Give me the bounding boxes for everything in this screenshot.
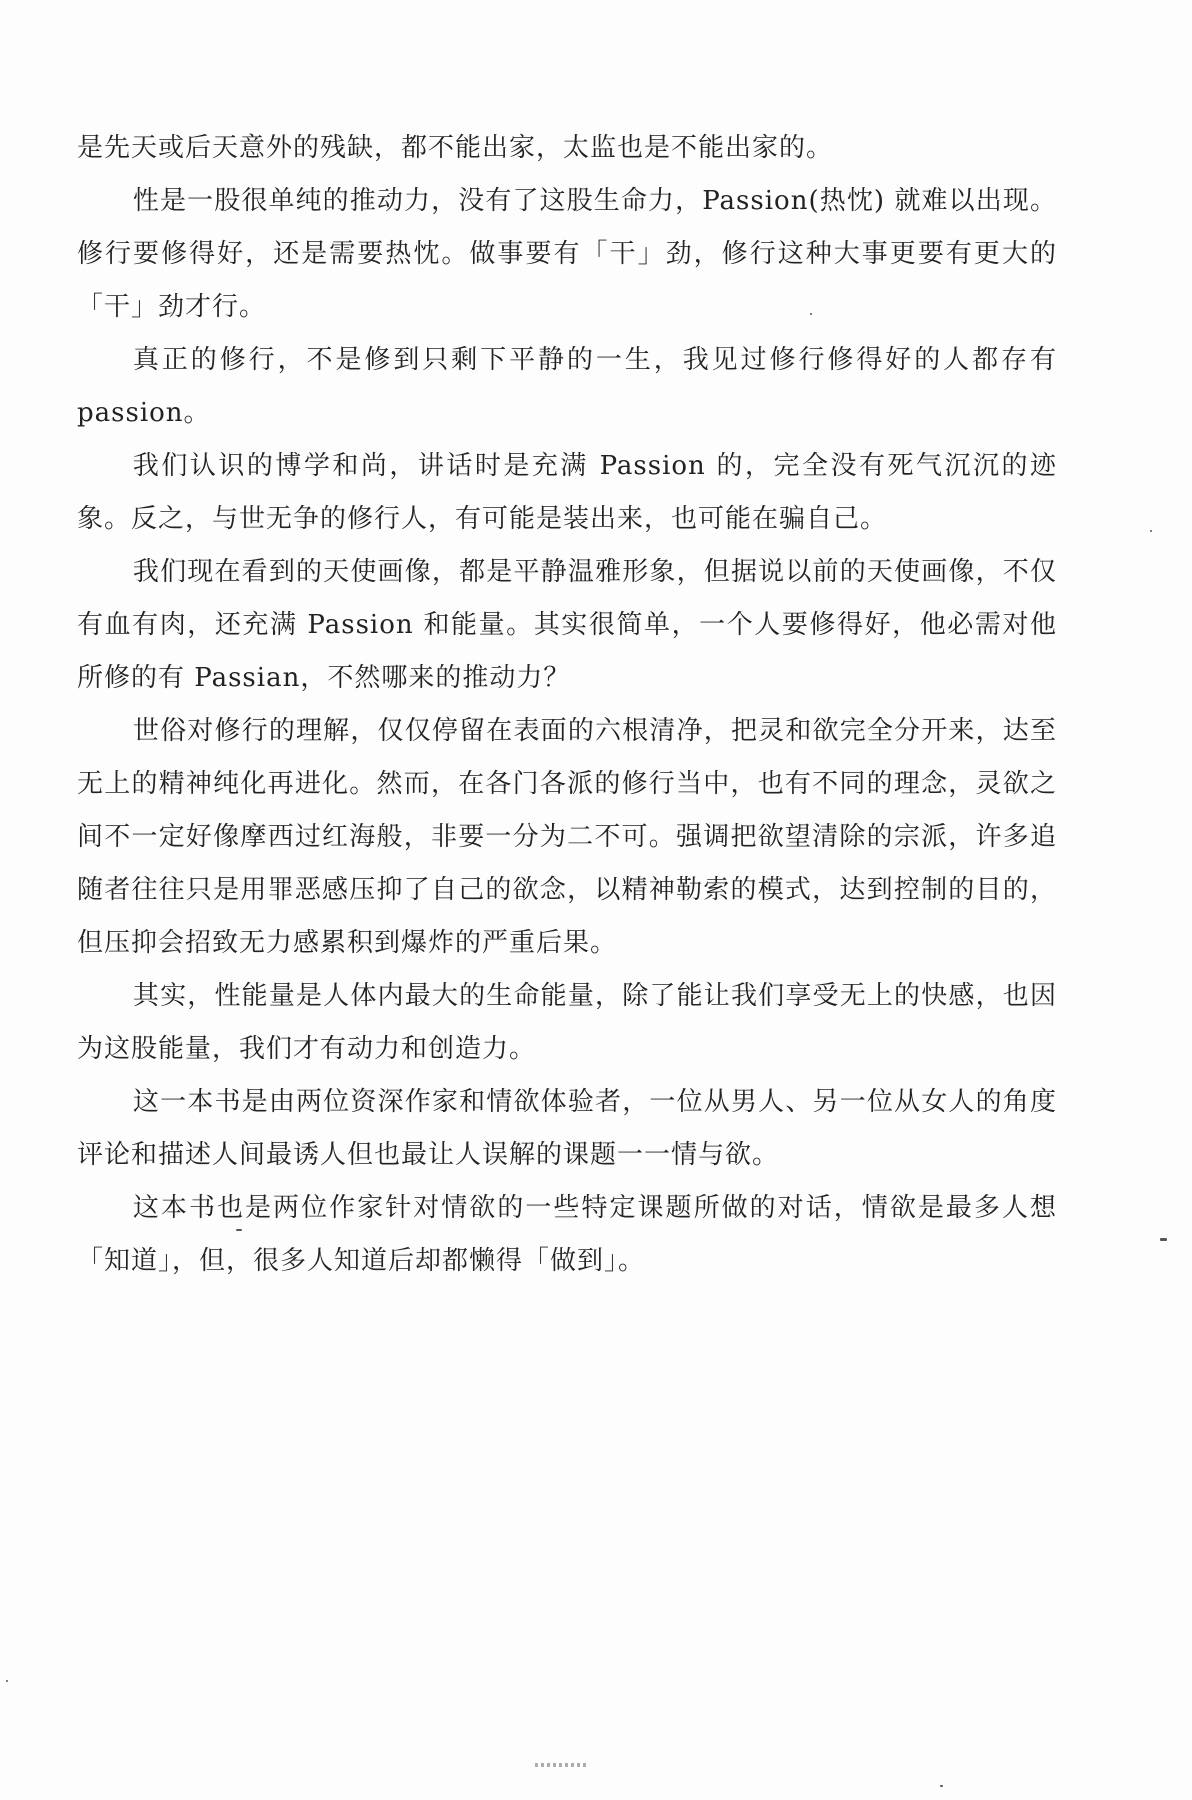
paragraph-5: 我们现在看到的天使画像，都是平静温雅形象，但据说以前的天使画像，不仅有血有肉，还充满 Passion 和能量。其实很简单，一个人要修得好，他必需对他所修的有 Passian，不然哪来的推动力？ [77,557,1057,693]
scan-speck [1150,530,1152,532]
paragraph-4: 我们认识的博学和尚，讲话时是充满 Passion 的，完全没有死气沉沉的迹象。反之，与世无争的修行人，有可能是装出来，也可能在骗自己。 [77,451,1057,534]
body-text [77,122,1057,1288]
paragraph-2: 性是一股很单纯的推动力，没有了这股生命力，Passion(热忱) 就难以出现。修行要修得好，还是需要热忱。做事要有「干」劲，修行这种大事更要有更大的「干」劲才行。 [77,186,1057,322]
scan-speck [810,313,812,315]
paragraph-1: 是先天或后天意外的残缺，都不能出家，太监也是不能出家的。 [77,133,834,163]
page-number-mark [535,1763,589,1767]
paragraph-6: 世俗对修行的理解，仅仅停留在表面的六根清净，把灵和欲完全分开来，达至无上的精神纯化再进化。然而，在各门各派的修行当中，也有不同的理念，灵欲之间不一定好像摩西过红海般，非要一分为二不可。强调把欲望清除的宗派，许多追随者往往只是用罪恶感压抑了自己的欲念，以精神勒索的模式，达到控制的目的，但压抑会招致无力感累积到爆炸的严重后果。 [77,716,1057,958]
scan-speck [6,1680,8,1682]
paragraph-7: 其实，性能量是人体内最大的生命能量，除了能让我们享受无上的快感，也因为这股能量，我们才有动力和创造力。 [77,981,1057,1064]
paragraph-3: 真正的修行，不是修到只剩下平静的一生，我见过修行修得好的人都存有 passion。 [77,345,1057,428]
scan-speck [1160,1238,1167,1241]
paragraph-9: 这本书也是两位作家针对情欲的一些特定课题所做的对话，情欲是最多人想「知道」，但，很多人知道后却都懒得「做到」。 [77,1193,1057,1276]
paragraph-8: 这一本书是由两位资深作家和情欲体验者，一位从男人、另一位从女人的角度评论和描述人间最诱人但也最让人误解的课题一一情与欲。 [77,1087,1057,1170]
scan-speck [940,1785,943,1787]
scan-speck [236,1229,242,1231]
